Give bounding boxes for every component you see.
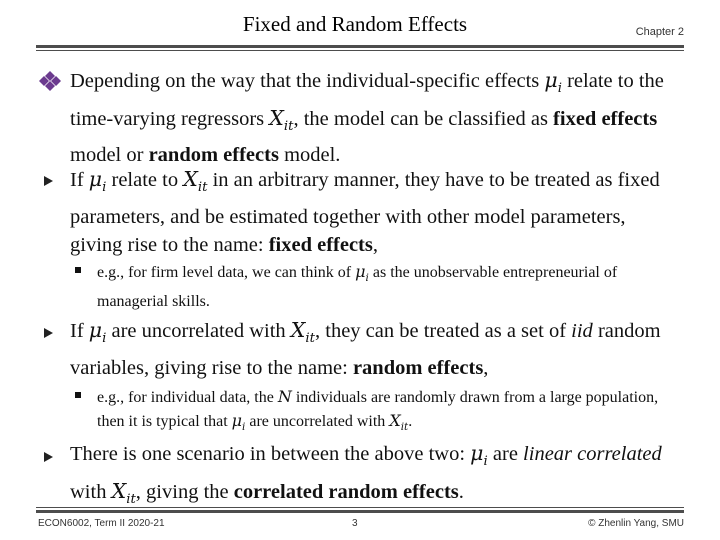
footer-copyright: © Zhenlin Yang, SMU <box>588 518 684 529</box>
math-x-it: $X_{it}$ <box>290 318 316 347</box>
subbullet-firm-example: e.g., for firm level data, we can think of $\mu_i$ as the unobservable entrepreneurial of managerial skills. <box>97 262 618 311</box>
math-x-it: $X_{it}$ <box>111 478 136 507</box>
footer-page-number: 3 <box>352 518 358 529</box>
math-mu-i: $\mu_i$ <box>88 167 107 196</box>
bullet-fixed-effects: If $\mu_i$ relate to $X_{it}$ in an arbitrary manner, they have to be treated as fixed parameters, and be estimated together with other model parameters, giving rise to the name: fixed effects, <box>70 167 660 257</box>
footer-rule <box>36 510 684 513</box>
arrow-bullet-icon <box>44 176 53 186</box>
square-bullet-icon <box>75 392 81 398</box>
header-rule <box>36 45 684 48</box>
bullet-correlated-random-effects: There is one scenario in between the above two: $\mu_i$ are linear correlated with $X_{it}$, giving the correlated random effects. <box>70 441 662 507</box>
math-x-it: $X_{it}$ <box>183 167 208 196</box>
arrow-bullet-icon <box>44 452 53 462</box>
chapter-label: Chapter 2 <box>635 26 684 38</box>
math-x-it: $X_{it}$ <box>389 411 409 434</box>
footer-course: ECON6002, Term II 2020-21 <box>38 518 165 529</box>
footer-rule-thin <box>36 507 684 508</box>
arrow-bullet-icon <box>44 328 53 338</box>
bullet-fixed-random-classification: Depending on the way that the individual-specific effects $\mu_i$ relate to the time-varying regressors $X_{it}$, the model can be classified as fixed effects model or random effects model. <box>70 68 664 167</box>
math-mu-i: $\mu_i$ <box>355 262 369 285</box>
slide-title: Fixed and Random Effects <box>242 12 468 36</box>
math-mu-i: $\mu_i$ <box>470 441 488 470</box>
math-mu-i: $\mu_i$ <box>231 411 246 434</box>
math-mu-i: $\mu_i$ <box>544 68 562 97</box>
bullet-random-effects: If $\mu_i$ are uncorrelated with $X_{it}$, they can be treated as a set of iid random variables, giving rise to the name: random effects, <box>70 318 661 379</box>
diamond-bullet-icon <box>38 70 62 92</box>
math-mu-i: $\mu_i$ <box>88 318 107 347</box>
square-bullet-icon <box>75 267 81 273</box>
math-x-it: $X_{it}$ <box>269 105 294 134</box>
math-n: N <box>277 387 292 406</box>
subbullet-individual-example: e.g., for individual data, the N individuals are randomly drawn from a large population, then it is typical that $\mu_i$ are uncorrelated with $X_{it}$. <box>97 387 659 434</box>
header-rule-thin <box>36 50 684 51</box>
